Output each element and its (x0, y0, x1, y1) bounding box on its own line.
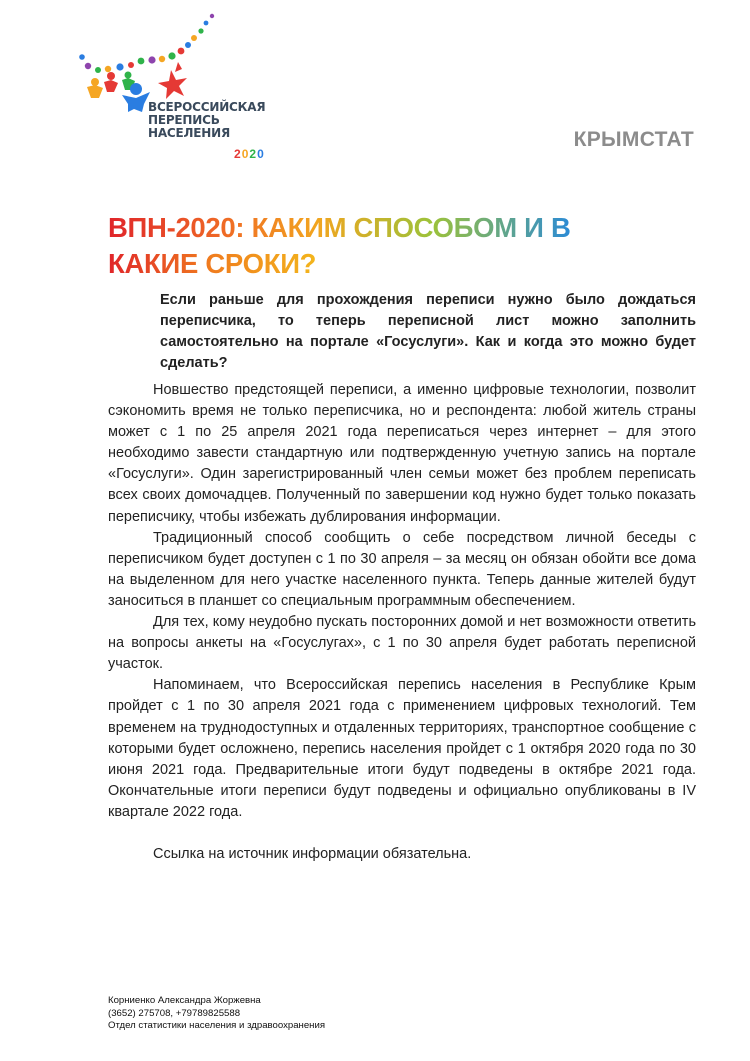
paragraph-4: Напоминаем, что Всероссийская перепись населения в Республике Крым пройдет с 1 по 30 апреля 2021 года с применением цифровых технологий. Тем временем на труднодоступных и отдаленных территориях, транспортное сообщение с которыми будет осложнено, перепись населения пройдет с 1 октября 2020 года по 30 июня 2021 года. Предварительные итоги будут подведены в октябре 2021 года. Окончательные итоги переписи будут подведены и официально опубликованы в IV квартале 2022 года. (108, 677, 696, 820)
contact-name: Корниенко Александра Жоржевна (108, 995, 261, 1006)
logo-year-digit-1: 2 (234, 147, 242, 161)
headline-line-1: ВПН-2020: КАКИМ СПОСОБОМ И В (108, 212, 571, 243)
logo-line-1: ВСЕРОССИЙСКАЯ (148, 100, 266, 114)
headline-line-2: КАКИЕ СРОКИ? (108, 248, 317, 279)
census-logo-mark-icon (78, 12, 218, 112)
contact-footer (108, 995, 508, 1033)
logo-year (234, 147, 265, 161)
lead-paragraph: Если раньше для прохождения переписи нужно было дождаться переписчика, то теперь переписной лист можно заполнить самостоятельно на портале «Госуслуги». Как и когда это можно будет сделать? (160, 292, 696, 371)
logo-year-digit-3: 2 (249, 147, 258, 161)
logo-year-digit-2: 0 (241, 147, 250, 161)
contact-phones: (3652) 275708, +79789825588 (108, 1007, 241, 1019)
article-body (108, 380, 696, 865)
census-logo (78, 12, 288, 162)
logo-line-3: НАСЕЛЕНИЯ (148, 126, 231, 140)
headline (108, 210, 668, 282)
paragraph-1: Новшество предстоящей переписи, а именно цифровые технологии, позволит сэкономить время не только переписчика, но и респондента: любой житель страны может с 1 по 25 апреля 2021 года переписаться через интернет – для этого необходимо завести стандартную или подтвержденную учетную запись на портале «Госуслуги». Один зарегистрированный член семьи может без проблем переписать всех своих домочадцев. Полученный по завершении код нужно будет только показать переписчику, чтобы избежать дублирования информации. (108, 382, 696, 525)
logo-year-digit-4: 0 (257, 147, 265, 161)
paragraph-3: Для тех, кому неудобно пускать посторонних домой и нет возможности ответить на вопросы анкеты на «Госуслугах», с 1 по 30 апреля будет работать переписной участок. (108, 614, 696, 673)
contact-department: Отдел статистики населения и здравоохранения (108, 1020, 326, 1031)
paragraph-2: Традиционный способ сообщить о себе посредством личной беседы с переписчиком будет доступен с 1 по 30 апреля – за месяц он обязан обойти все дома на выделенном для него участке населенного пункта. Теперь данные жителей будут заноситься в планшет со специальным программным обеспечением. (108, 529, 696, 609)
organization-name: КРЫМСТАТ (573, 128, 694, 151)
source-note: Ссылка на источник информации обязательна. (153, 845, 472, 862)
census-logo-text (148, 101, 298, 140)
logo-line-2: ПЕРЕПИСЬ (148, 113, 220, 127)
